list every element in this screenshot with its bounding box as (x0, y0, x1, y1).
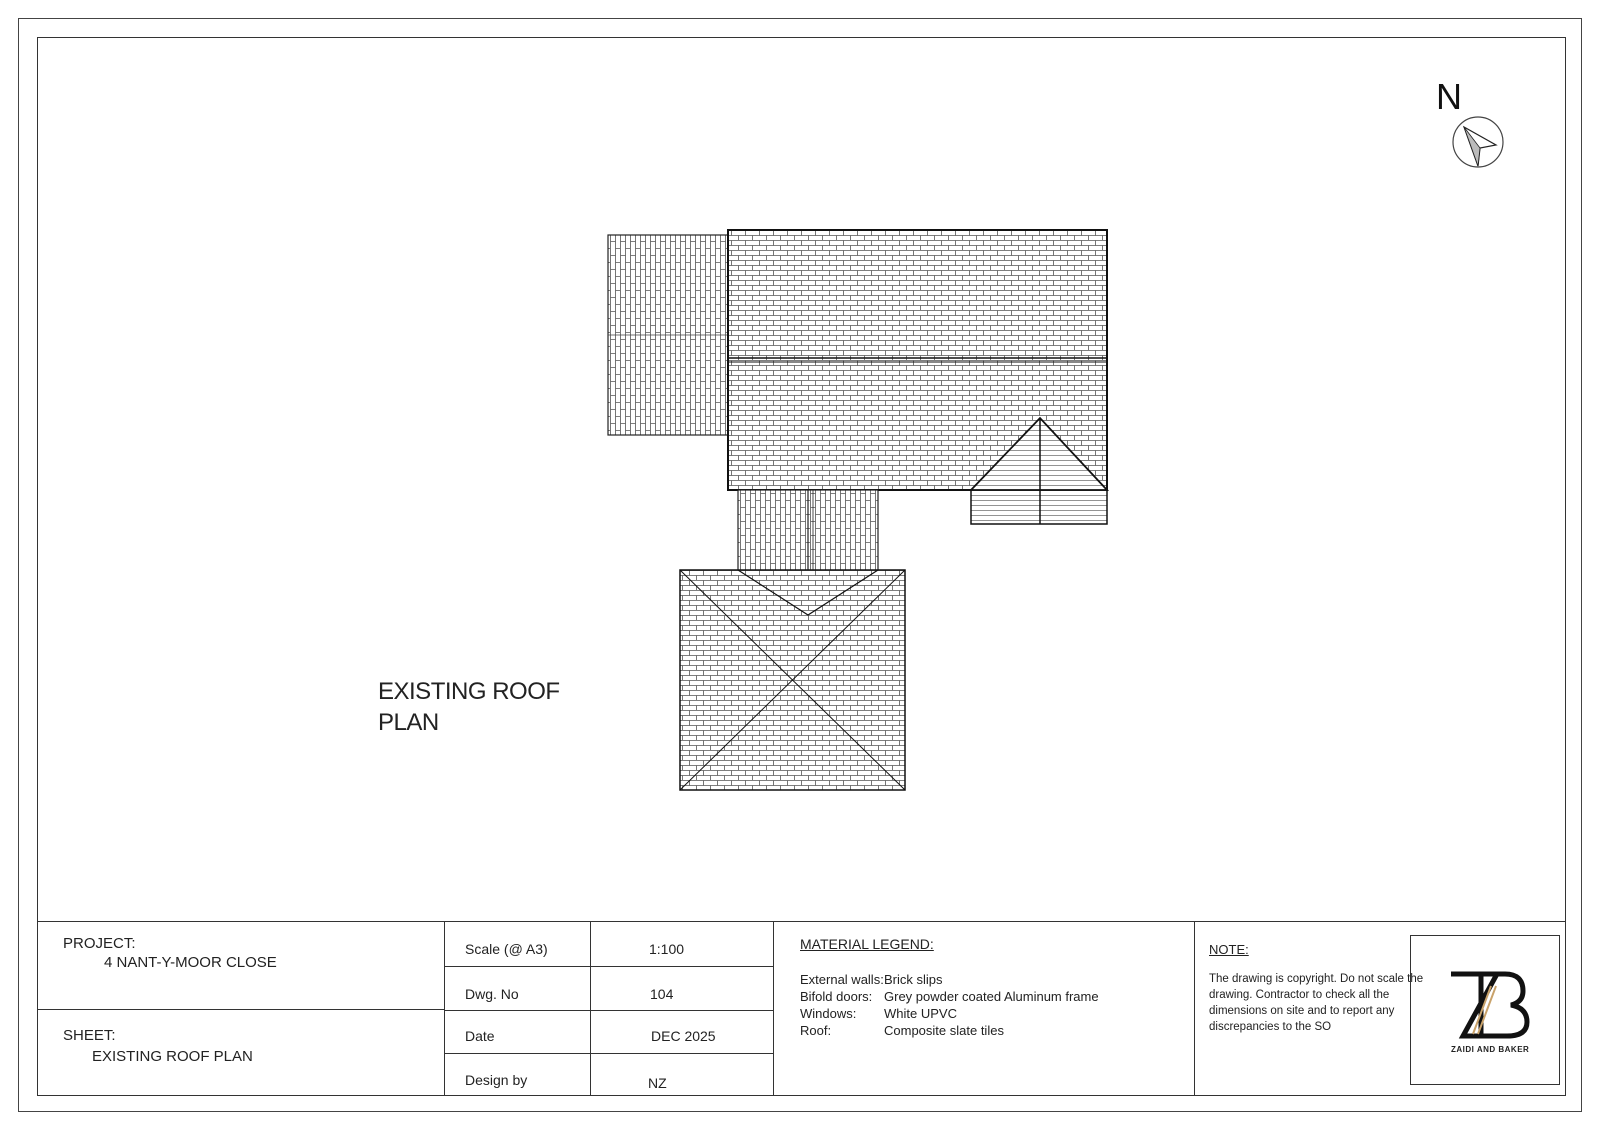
scale-label: Scale (@ A3) (465, 941, 548, 957)
dwg-no-label: Dwg. No (465, 986, 519, 1002)
date-label: Date (465, 1028, 495, 1044)
design-by-value: NZ (648, 1075, 667, 1091)
zb-logo-mark (1411, 936, 1559, 1084)
tb-row-line-2 (444, 1010, 773, 1011)
tb-row-line-1 (444, 966, 773, 967)
legend-material-walls: Brick slips (884, 972, 943, 987)
note-line-2: drawing. Contractor to check all the (1209, 989, 1390, 1001)
legend-material-doors: Grey powder coated Aluminum frame (884, 989, 1099, 1004)
north-label: N (1436, 76, 1462, 117)
tb-row-line-3 (444, 1053, 773, 1054)
tb-col-line-2 (590, 921, 591, 1096)
tb-col-line-1 (444, 921, 445, 1096)
tb-col-line-4 (1194, 921, 1195, 1096)
hipped-roof (680, 570, 905, 790)
logo-name: ZAIDI AND BAKER (1451, 1045, 1530, 1054)
north-arrow (1453, 117, 1503, 167)
legend-item-roof: Roof: (800, 1023, 832, 1038)
legend-title: MATERIAL LEGEND: (800, 936, 934, 952)
sheet-label: SHEET: (63, 1027, 116, 1044)
legend-item-windows: Windows: (800, 1006, 857, 1021)
tb-divider-project (37, 1009, 444, 1010)
note-line-1: The drawing is copyright. Do not scale the (1209, 973, 1424, 985)
legend-material-roof: Composite slate tiles (884, 1023, 1004, 1038)
note-title: NOTE: (1209, 942, 1249, 957)
date-value: DEC 2025 (651, 1028, 716, 1044)
tb-col-line-3 (773, 921, 774, 1096)
scale-value: 1:100 (649, 941, 685, 957)
design-by-label: Design by (465, 1072, 528, 1088)
project-label: PROJECT: (63, 935, 136, 952)
legend-item-walls: External walls: (800, 972, 884, 987)
project-value: 4 NANT-Y-MOOR CLOSE (104, 954, 277, 971)
sheet-value: EXISTING ROOF PLAN (92, 1048, 253, 1065)
plan-title-line2: PLAN (378, 709, 439, 736)
note-line-3: dimensions on site and to report any (1209, 1005, 1395, 1017)
legend-item-doors: Bifold doors: (800, 989, 873, 1004)
dwg-no-value: 104 (650, 986, 674, 1002)
plan-title-line1: EXISTING ROOF (378, 678, 560, 705)
plan-title (378, 676, 560, 738)
left-annex-roof (608, 235, 728, 435)
logo-box (1410, 935, 1560, 1085)
note-line-4: discrepancies to the SO (1209, 1021, 1332, 1033)
legend-material-windows: White UPVC (884, 1006, 957, 1021)
